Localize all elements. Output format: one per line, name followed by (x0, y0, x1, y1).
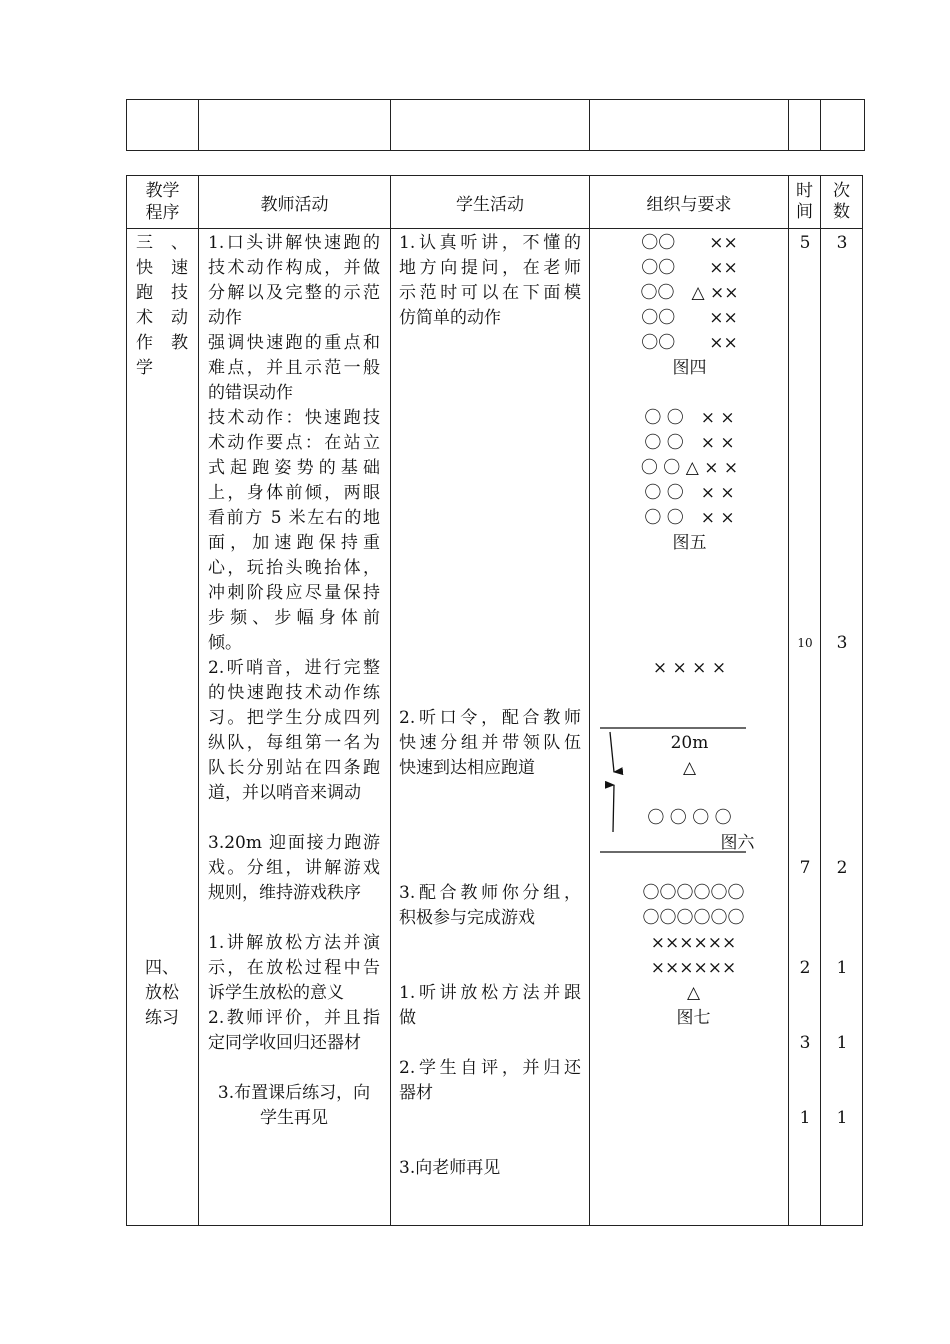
teacher-text-line: 示，在放松过程中告 (208, 958, 380, 978)
teacher-text-line: 1.讲解放松方法并演 (208, 933, 380, 953)
teacher-text-line: 冲刺阶段应尽量保持 (208, 583, 380, 603)
teacher-text-line: 术动作要点：在站立 (208, 433, 380, 453)
time-value: 1 (799, 1108, 811, 1128)
time-value: 10 (797, 636, 813, 650)
fig5-formation-row: 〇 〇 × × (644, 508, 735, 528)
header-sequence: 教学程序 (127, 176, 199, 229)
section-three-label: 术 动 (136, 308, 188, 328)
teacher-text-line: 道，并以哨音来调动 (208, 783, 361, 803)
teacher-text-line: 3.20m 迎面接力跑游 (208, 833, 380, 853)
section-three-label: 三 、 (136, 233, 188, 253)
student-text-line: 示范时可以在下面模 (399, 283, 581, 303)
fig5-formation-row: 〇 〇 × × (644, 408, 735, 428)
student-text-line: 做 (399, 1008, 416, 1028)
teacher-text-line: 纵队，每组第一名为 (208, 733, 380, 753)
fig7-formation-row: ×××××× (650, 933, 737, 953)
header-organization: 组织与要求 (590, 176, 789, 229)
student-text-line: 2.听口令，配合教师 (399, 708, 581, 728)
time-value: 3 (799, 1033, 811, 1053)
teacher-text-line: 上，身体前倾，两眼 (208, 483, 380, 503)
teacher-text-line: 学生再见 (260, 1108, 328, 1128)
teacher-text-line: 式起跑姿势的基础 (208, 458, 380, 478)
time-value: 2 (799, 958, 811, 978)
teacher-text-line: 队长分别站在四条跑 (208, 758, 380, 778)
teacher-text-line: 技术动作：快速跑技 (208, 408, 380, 428)
section-four-label: 练习 (145, 1008, 179, 1028)
fig6-distance-label: 20m (670, 733, 709, 753)
count-value: 3 (836, 233, 848, 253)
fig4-formation-row: 〇〇 ×× (641, 258, 738, 278)
body-row (127, 229, 863, 1226)
teacher-text-line: 分解以及完整的示范 (208, 283, 380, 303)
teacher-text-line: 戏。分组，讲解游戏 (208, 858, 380, 878)
header-row (127, 176, 863, 229)
teacher-text-line: 规则，维持游戏秩序 (208, 883, 361, 903)
teacher-text-line: 3.布置课后练习，向 (217, 1083, 371, 1103)
teacher-text-line: 倾。 (208, 633, 242, 653)
fig7-formation-row: 〇〇〇〇〇〇 (642, 883, 745, 903)
teacher-text-line: 诉学生放松的意义 (208, 983, 344, 1003)
teacher-text-line: 步频、步幅身体前 (208, 608, 380, 628)
fig7-formation-row: ×××××× (650, 958, 737, 978)
section-three-label: 学 (136, 358, 153, 378)
fig5-formation-row: 〇 〇 △ × × (640, 458, 739, 478)
section-three-label: 作 教 (136, 333, 188, 353)
teacher-text-line: 心，玩抬头晚抬体， (208, 558, 380, 578)
time-value: 7 (799, 858, 811, 878)
teacher-text-line: 定同学收回归还器材 (208, 1033, 361, 1053)
student-text-line: 1.听讲放松方法并跟 (399, 983, 581, 1003)
empty-cell (127, 100, 199, 151)
student-text-line: 仿简单的动作 (399, 308, 501, 328)
student-text-line: 2.学生自评，并归还 (399, 1058, 581, 1078)
student-text-line: 器材 (399, 1083, 433, 1103)
teacher-cell (199, 229, 391, 1226)
teacher-text-line: 强调快速跑的重点和 (208, 333, 380, 353)
fig6-caption: 图六 (720, 833, 755, 853)
count-value: 2 (836, 858, 848, 878)
time-cell (789, 229, 821, 1226)
count-cell (821, 229, 863, 1226)
fig5-formation-row: 〇 〇 × × (644, 483, 735, 503)
fig4-formation-row: 〇〇 ×× (641, 333, 738, 353)
student-cell (391, 229, 590, 1226)
teacher-text-line: 2.听哨音，进行完整 (208, 658, 380, 678)
teacher-text-line: 1.口头讲解快速跑的 (208, 233, 380, 253)
organization-cell (590, 229, 789, 1226)
teacher-text-line: 技术动作构成，并做 (208, 258, 380, 278)
fig4-caption: 图四 (672, 358, 707, 378)
count-value: 1 (836, 1108, 848, 1128)
fig5-formation-row: 〇 〇 × × (644, 433, 735, 453)
teacher-text-line: 动作 (208, 308, 242, 328)
fig6-bottom-row: 〇 〇 〇 〇 (647, 808, 732, 828)
student-text-line: 1.认真听讲，不懂的 (399, 233, 581, 253)
section-four-label: 四、 (145, 958, 179, 978)
fig4-formation-row: 〇〇 ×× (641, 233, 738, 253)
teacher-text-line: 看前方 5 米左右的地 (208, 508, 380, 528)
fig7-caption: 图七 (676, 1008, 711, 1028)
student-text-line: 快速到达相应跑道 (399, 758, 535, 778)
empty-cell (590, 100, 789, 151)
fig4-formation-row: 〇〇 △ ×× (640, 283, 739, 303)
header-count: 次数 (821, 176, 863, 229)
top-empty-table (126, 99, 865, 151)
teacher-text-line: 难点，并且示范一般 (208, 358, 380, 378)
teacher-text-line: 2.教师评价，并且指 (208, 1008, 380, 1028)
section-three-label: 快 速 (136, 258, 188, 278)
teacher-text-line: 的错误动作 (208, 383, 293, 403)
student-text-line: 快速分组并带领队伍 (399, 733, 581, 753)
fig7-formation-row: △ (686, 983, 701, 1003)
empty-cell (391, 100, 590, 151)
student-text-line: 地方向提问，在老师 (399, 258, 581, 278)
count-value: 1 (836, 958, 848, 978)
header-teacher: 教师活动 (199, 176, 391, 229)
count-value: 3 (836, 633, 848, 653)
section-four-label: 放松 (145, 983, 179, 1003)
student-text-line: 3.向老师再见 (399, 1158, 501, 1178)
lesson-plan-table (126, 175, 863, 1226)
fig5-caption: 图五 (672, 533, 707, 553)
student-text-line: 3.配合教师你分组， (399, 883, 581, 903)
fig6-top-row: × × × × (652, 658, 727, 678)
sequence-cell (127, 229, 199, 1226)
count-value: 1 (836, 1033, 848, 1053)
teacher-text-line: 习。把学生分成四列 (208, 708, 380, 728)
empty-cell (199, 100, 391, 151)
time-value: 5 (799, 233, 811, 253)
empty-cell (789, 100, 821, 151)
header-student: 学生活动 (391, 176, 590, 229)
empty-cell (821, 100, 865, 151)
fig7-formation-row: 〇〇〇〇〇〇 (642, 908, 745, 928)
student-text-line: 积极参与完成游戏 (399, 908, 535, 928)
fig4-formation-row: 〇〇 ×× (641, 308, 738, 328)
section-three-label: 跑 技 (136, 283, 188, 303)
teacher-text-line: 的快速跑技术动作练 (208, 683, 380, 703)
teacher-text-line: 面，加速跑保持重 (208, 533, 380, 553)
header-time: 时间 (789, 176, 821, 229)
fig6-teacher-marker: △ (682, 758, 697, 778)
